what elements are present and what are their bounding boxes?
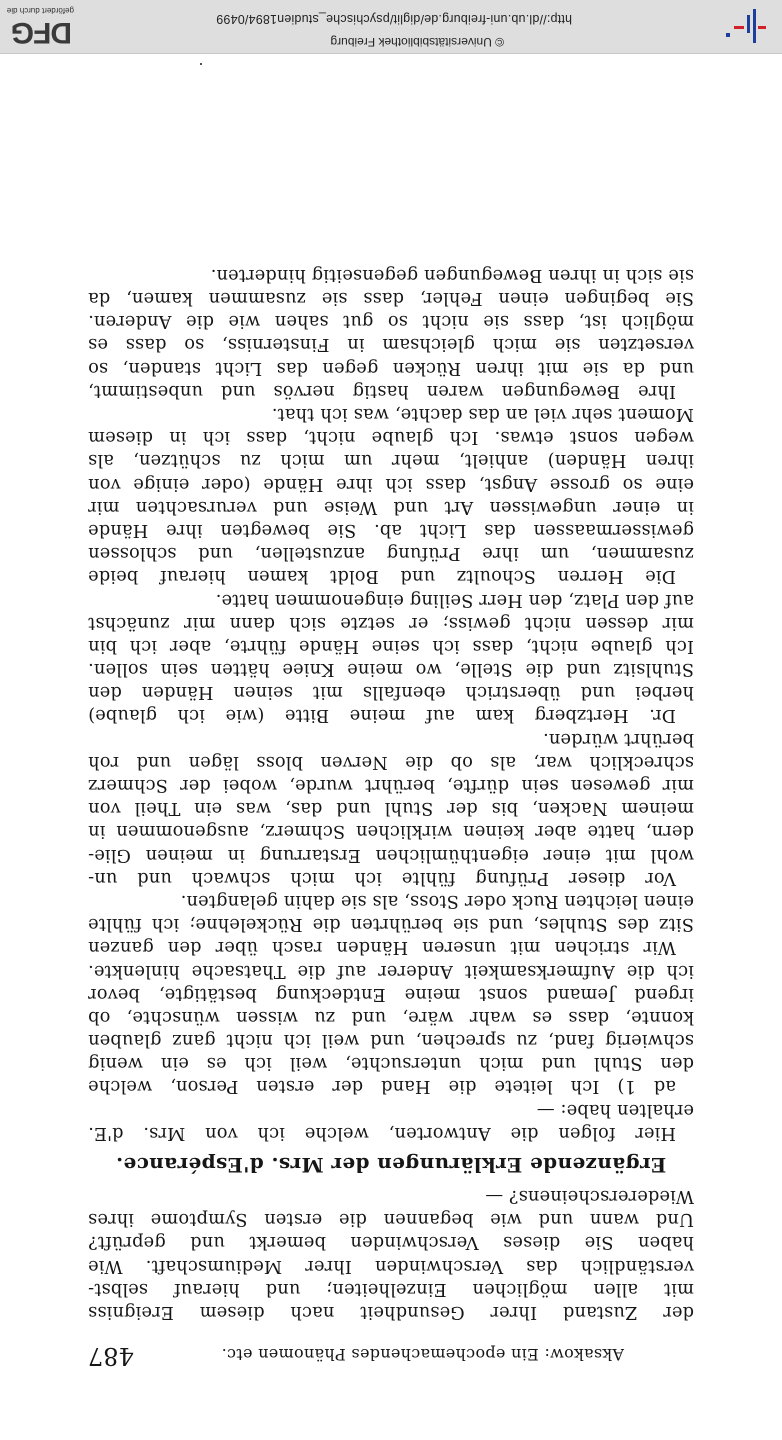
text-line: verständlich das Verschwinden Ihrer Mediumschaft. Wie [88, 1255, 694, 1277]
text-line: Hier folgen die Antworten, welche ich von Mrs. d'E. [88, 1122, 676, 1144]
text-line: Wiedererscheinens? — [485, 1186, 694, 1208]
text-line: und da sie mit ihren Rücken gegen das Licht standen, so [88, 357, 694, 379]
text-line: Moment sehr viel an das dachte, was ich that. [271, 404, 694, 426]
ub-freiburg-logo-icon [718, 7, 772, 47]
text-line: Ich glaube nicht, dass ich seine Hände führte, aber ich bin [88, 635, 694, 657]
text-line: möglich ist, dass sie nicht so gut sahen wie die Anderen. [88, 311, 694, 333]
text-line: ich die Aufmerksamkeit Anderer auf die Thatsache hinlenkte. [88, 960, 694, 982]
text-line: Ihre Bewegungen waren hastig nervös und unbestimmt, [88, 380, 676, 402]
text-line: mir gewesen sein dürfte, berührt wurde, wobei der Schmerz [88, 775, 694, 797]
text-line: mir dessen nicht gewiss; er setzte sich dann mir zunächst [88, 612, 694, 634]
running-head [88, 1338, 700, 1370]
text-line: schrecklich war, als ob die Nerven bloss lägen und roh [88, 751, 694, 773]
text-line: haben Sie dieses Verschwinden bemerkt und geprüft? [88, 1232, 694, 1254]
text-line: irgend Jemand sonst meine Entdeckung bestätigte, bevor [88, 983, 694, 1005]
text-line: ihren Händen) anhielt, mehr um mich zu schützen, als [88, 450, 694, 472]
text-line: zusammen, um ihre Prüfung anzustellen, und schlossen [88, 543, 694, 565]
text-line: der Zustand Ihrer Gesundheit nach diesem Ereigniss [88, 1302, 694, 1323]
text-line: wohl mit einer eigenthümlichen Erstarrung in meinen Glie- [88, 844, 694, 866]
text-line: ad 1) Ich leitete die Hand der ersten Person, welche [88, 1076, 676, 1098]
scan-speck [200, 63, 202, 65]
text-line: mit allen möglichen Einzelheiten; und hierauf selbst- [88, 1278, 694, 1300]
footer-bar [0, 0, 782, 54]
footer-copyright: © Universitätsbibliothek Freiburg [330, 35, 504, 49]
text-line: Stuhlsitz und die Stelle, wo meine Kniee hätten sein sollen. [88, 659, 694, 681]
page-number: 487 [88, 1342, 134, 1370]
text-line: Wir strichen mit unseren Händen rasch über den ganzen [88, 937, 676, 959]
text-line: in einer ungewissen Art und Weise und verursachten mir [88, 496, 694, 518]
text-line: meinem Nacken, bis der Stuhl und das, was ein Theil von [88, 798, 694, 820]
text-line: schwierig fand, zu sprechen, und weil ich nicht ganz glauben [88, 1030, 694, 1052]
footer-url[interactable]: http://dl.ub.uni-freiburg.de/diglit/psychische_studien1894/0499 [216, 12, 572, 26]
text-line: gewissermaassen das Licht ab. Sie bewegten ihre Hände [88, 520, 694, 541]
text-line: herbei und überstrich ebenfalls mit seinen Händen den [88, 682, 694, 704]
text-line: berührt würden. [542, 728, 694, 750]
body-text [88, 264, 694, 1324]
text-line: versetzten sie mich gleichsam in Finsterniss, so dass es [88, 334, 694, 356]
text-line: eine so grosse Angst, dass ich ihre Hände (oder einige von [88, 473, 694, 495]
text-line: sie sich in ihren Bewegungen gegenseitig hinderten. [210, 264, 694, 286]
text-line: wegen sonst etwas. Ich glaube nicht, dass ich in diesem [88, 427, 694, 449]
text-line: Sitz des Stuhles, und sie berührten die Rückelehne; ich fühlte [88, 914, 694, 936]
text-line: Sie begingen einen Fehler, dass sie zusammen kamen, da [88, 288, 694, 310]
text-line: Dr. Hertzberg kam auf meine Bitte (wie ich glaube) [88, 705, 676, 727]
text-line: Und wann und wie begannen die ersten Symptome ihres [88, 1209, 694, 1231]
text-line: dern, hatte aber keinen wirklichen Schmerz, ausgenommen in [88, 821, 694, 843]
running-head-title: Aksakow: Ein epochemachendes Phänomen etc. [221, 1345, 624, 1364]
dfg-logo [2, 3, 78, 49]
dfg-mark: DFG [11, 16, 72, 49]
text-line: einen leichten Ruck oder Stoss, als sie dahin gelangten. [180, 891, 694, 912]
text-line: Die Herren Schoultz und Boldt kamen hierauf beide [88, 566, 676, 588]
text-line: konnte, dass es wahr wäre, und zu wissen wünschte, ob [88, 1006, 694, 1028]
text-line: den Stuhl und mich untersuchte, weil ich es ein wenig [88, 1053, 694, 1075]
text-line: Vor dieser Prüfung fühlte ich mich schwach und un- [88, 867, 676, 889]
section-heading: Ergänzende Erklärungen der Mrs. d'Espérance. [115, 1152, 667, 1177]
text-line: auf den Platz, den Herr Seiling eingenommen hatte. [215, 589, 694, 611]
text-line: erhalten habe: — [536, 1099, 694, 1121]
dfg-caption: gefördert durch die [6, 6, 74, 15]
